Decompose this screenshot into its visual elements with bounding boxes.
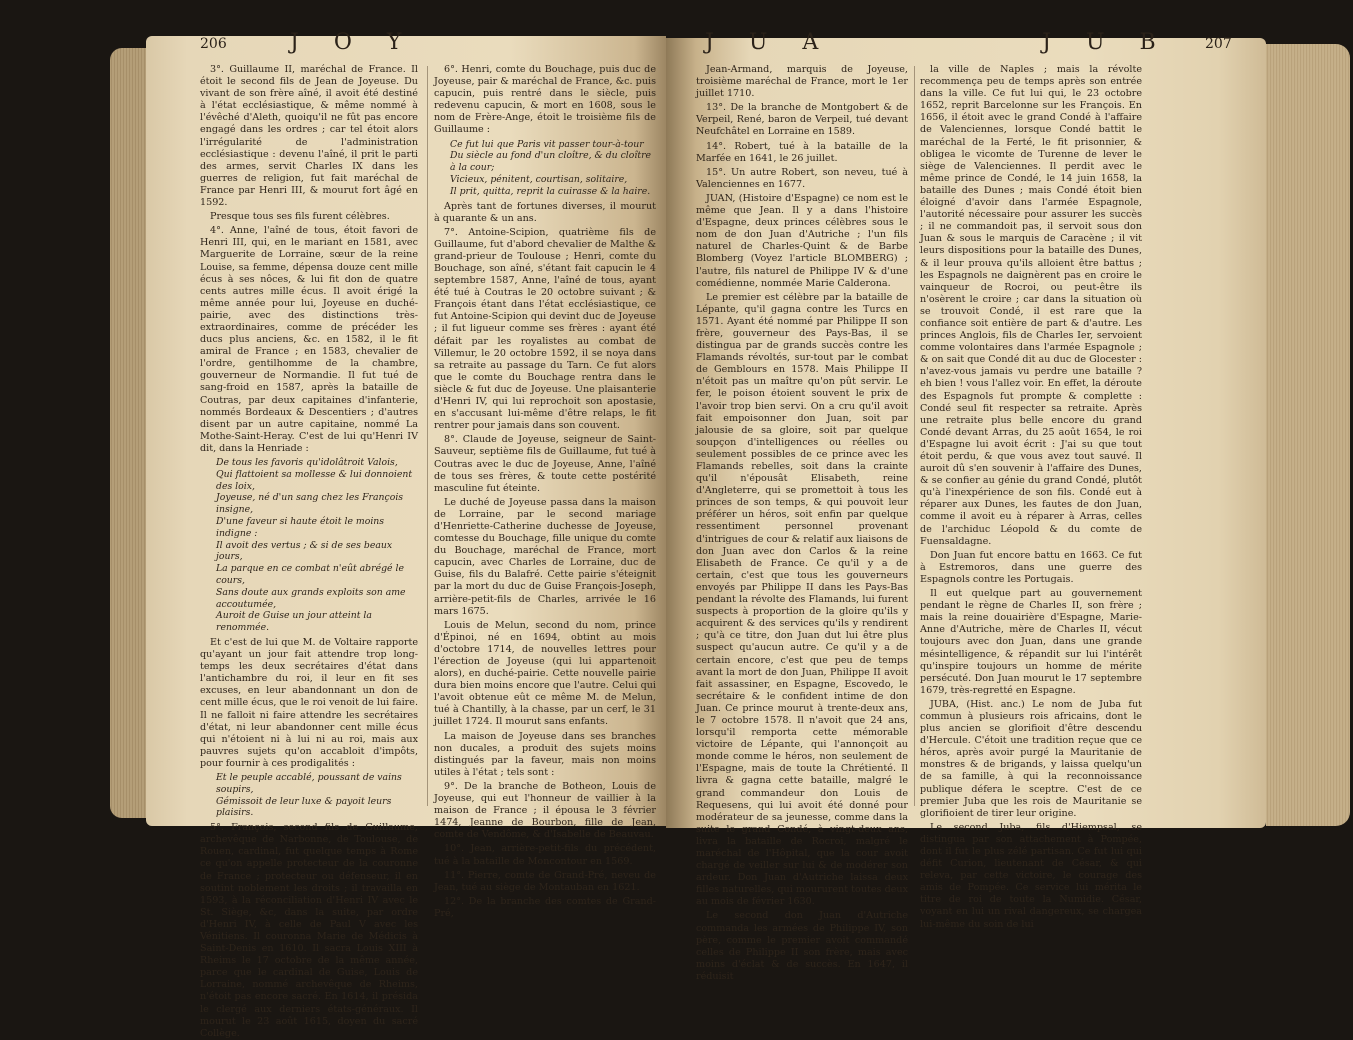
paragraph: 15°. Un autre Robert, son neveu, tué à Valenciennes en 1677. (696, 166, 908, 190)
verse-line: La parque en ce combat n'eût abrégé le cours, (216, 563, 404, 586)
verse-line: Ce fut lui que Paris vit passer tour-à-tour (450, 138, 644, 150)
verse-line: Et le peuple accablé, poussant de vains soupirs, (216, 771, 402, 795)
article-juba: JUBA, (Hist. anc.) Le nom de Juba fut commun à plusieurs rois africains, dont le plus ancien se glorifioit d'être descendu d'Hercule. C'étoit une tradition reçue que ce héros, après avoir purgé la Mauritanie de monstres & de brigands, y laissa quelqu'un de sa famille, à qui la reconnoissance publique défera le sceptre. C'est de ce premier Juba que les rois de Mauritanie se glorifioient de tirer leur origine. (920, 698, 1142, 819)
verse-line: Il avoit des vertus ; & si de ses beaux jours, (216, 539, 393, 563)
right-running-head: J U A J U B (705, 30, 1170, 55)
verse-line: Joyeuse, né d'un sang chez les François insigne, (216, 492, 404, 516)
paragraph: la ville de Naples ; mais la révolte recommença peu de temps après son entrée dans la ville. Ce fut lui qui, le 23 octobre 1652, reprit Barcelonne sur les François. En 1656, il étoit avec le grand Condé à l'affaire de Valenciennes, lorsque Condé battit le maréchal de la Ferté, le fit prisonnier, & obligea le vicomte de Turenne de lever le siège de Valenciennes. Il perdit avec le même prince de Condé, le 14 juin 1658, la bataille des Dunes ; mais Condé étoit bien éloigné d'avoir dans l'armée Espagnole, l'autorité nécessaire pour assurer les succès ; il ne commandoit pas, il servoit sous don Juan & sous le marquis de Caracène ; il vit leurs dispositions pour la bataille des Dunes, & il leur prouva qu'ils alloient être battus ; les Espagnols ne daignèrent pas en croire le vainqueur de Rocroi, ou peut-être ils n'osèrent le croire ; car dans la situation où se trouvoit Condé, il est rare que la confiance soit entière de part & d'autre. Les princes Anglois, fils de Charles Ier, servoient comme volontaires dans l'armée Espagnole ; & on sait que Condé dit au duc de Glocester : n'avez-vous jamais vu perdre une bataille ? eh bien ! vous l'allez voir. En effet, la déroute des Espagnols fut prompte & complette : Condé seul fit respecter sa retraite. Après une retraite plus belle encore du grand Condé devant Arras, du 25 août 1654, le roi d'Espagne lui avoit écrit : J'ai su que tout étoit perdu, & que vous avez tout sauvé. Il auroit dû s'en souvenir à l'affaire des Dunes, & se confier au génie du grand Condé, plutôt qu'à l'inexpérience de son fils. Condé eut à réparer aux Dunes, les fautes de don Juan, comme il avoit eu à réparer à Arras, celles de l'archiduc Léopold & du comte de Fuensaldagne. (920, 64, 1142, 547)
right-page-column-1 (696, 64, 908, 982)
verse-line: Du siècle au fond d'un cloître, & du cloître à la cour; (450, 150, 652, 174)
paragraph: La maison de Joyeuse dans ses branches non ducales, a produit des sujets moins distingués par la faveur, mais non moins utiles à l'état ; tels sont : (434, 730, 656, 778)
paragraph: Louis de Melun, second du nom, prince d'Épinoi, né en 1694, obtint au mois d'octobre 1714, de nouvelles lettres pour l'érection de Joyeuse (qui lui appartenoit alors), en duché-pairie. Cette nouvelle pairie dura bien moins encore que l'autre. Celui qui l'avoit obtenue eût ce même M. de Melun, tué à Chantilly, à la chasse, par un cerf, le 31 juillet 1724. Il mourut sans enfants. (434, 619, 656, 728)
paragraph: 10°. Jean, arrière-petit-fils du précédent, tué à la bataille de Moncontour en 1569. (434, 843, 656, 867)
paragraph: 14°. Robert, tué à la bataille de la Marfée en 1641, le 26 juillet. (696, 140, 908, 164)
paragraph: Presque tous ses fils furent célèbres. (210, 211, 390, 223)
left-page-column-1 (200, 64, 418, 1039)
left-running-head: J O Y (290, 30, 416, 55)
column-rule (427, 66, 428, 806)
left-page-column-2 (434, 64, 656, 919)
right-page-number: 207 (1205, 36, 1232, 52)
paragraph: Après tant de fortunes diverses, il mourut à quarante & un ans. (434, 200, 656, 224)
paragraph: Le duché de Joyeuse passa dans la maison de Lorraine, par le second mariage d'Henriette-Catherine duchesse de Joyeuse, comtesse du Bouchage, fille unique du comte du Bouchage, maréchal de France, mort capucin, avec Charles de Lorraine, duc de Guise, fils du Balafré. Cette pairie s'éteignit par la mort du duc de Guise François-Joseph, arrière-petit-fils de Charles, arrivée le 16 mars 1675. (434, 496, 656, 617)
verse-line: D'une faveur si haute étoit le moins indigne : (216, 515, 385, 539)
paragraph: Le second don Juan d'Autriche commanda les armées de Philippe IV, son père, comme le premier avoit commandé celles de Philippe II son frère, mais avec moins d'éclat & de succès. En 1647, il réduisit (696, 910, 908, 982)
paragraph: Le second Juba, fils d'Hiempsal, se distingua par son attachement à Pompée, dont il fut le plus zélé partisan. Ce fut lui qui défit Curion, lieutenant de César, & qui releva, par cette victoire, le courage des amis de Pompée. Ce service lui mérita le titre de roi de toute la Numidie. César, voyant en lui un rival dangereux, se chargea lui-même du soin de lui (920, 821, 1142, 930)
verse-line: Vicieux, pénitent, courtisan, solitaire, (450, 173, 628, 185)
paragraph: 5°. François, second fils de Guillaume, archevêque de Narbonne, de Toulouse, de Rouen, cardinal, fut quelque temps à Rome ce qu'on appelle protecteur de la couronne de France ; protecteur ou défenseur, il en soutint noblement les droits ; il travailla en 1593, à la réconciliation d'Henri IV avec le St. Siège, &c, dans la suite, par ordre d'Henri IV, à celle de Paul V avec les Vénitiens. Il couronna Marie de Médicis à Saint-Denis en 1610. Il sacra Louis XIII à Rheims le 17 octobre de la même année, parce que le cardinal de Guise, Louis de Lorraine, nommé archevêque de Rheims, n'étoit pas encore sacré. En 1614, il présida le clergé aux derniers états-généraux. Il mourut le 23 août 1615, doyen du sacré Collège. (200, 822, 418, 1039)
verse-line: Gémissoit de leur luxe & payoit leurs plaisirs. (216, 795, 392, 819)
left-page-number: 206 (200, 36, 227, 52)
column-rule (914, 66, 915, 806)
left-col1-paragraphs (200, 64, 418, 455)
verse-line: Qui flattoient sa mollesse & lui donnoient des loix, (216, 468, 413, 492)
paragraph: Il eut quelque part au gouvernement pendant le règne de Charles II, son frère ; mais la reine douairière d'Espagne, Marie-Anne d'Autriche, mère de Charles II, vécut toujours avec don Juan, dans une grande mésintelligence, & répandit sur lui l'intérêt qu'inspire toujours un homme de mérite persécuté. Don Juan mourut le 17 septembre 1679, très-regretté en Espagne. (920, 588, 1142, 696)
paragraph: 13°. De la branche de Montgobert & de Verpeil, René, baron de Verpeil, tué devant Neufchâtel en Lorraine en 1589. (696, 102, 908, 138)
paragraph: 7°. Antoine-Scipion, quatrième fils de Guillaume, fut d'abord chevalier de Malthe & grand-prieur de Toulouse ; Henri, comte du Bouchage, son aîné, s'étant fait capucin le 4 septembre 1587, Anne, l'aîné de tous, ayant été tué à Coutras le 20 octobre suivant ; & François étant dans l'état ecclésiastique, ce fut Antoine-Scipion qui devint duc de Joyeuse ; il fut ligueur comme ses frères : ayant été défait par les royalistes au combat de Villemur, le 20 octobre 1592, il se noya dans sa retraite au passage du Tarn. Ce fut alors que le comte du Bouchage rentra dans le siècle & fut duc de Joyeuse. Une plaisanterie d'Henri IV, qui lui reprochoit son apostasie, en s'accusant lui-même d'être relaps, le fit rentrer pour jamais dans son couvent. (434, 226, 656, 432)
verse-couplet (200, 772, 418, 819)
left-page-edges (110, 48, 146, 818)
article-juan: JUAN, (Histoire d'Espagne) ce nom est le même que Jean. Il y a dans l'histoire d'Espagne, deux princes célèbres sous le nom de don Juan d'Autriche ; l'un fils naturel de Charles-Quint & de Barbe Blomberg (Voyez l'article BLOMBERG) ; l'autre, fils naturel de Philippe IV & d'une comédienne, nommée Marie Calderona. (696, 192, 908, 289)
right-page-column-2 (920, 64, 1142, 930)
paragraph: 9°. De la branche de Botheon, Louis de Joyeuse, qui eut l'honneur de vaillier à la maison de France ; il épousa le 3 février 1474, Jeanne de Bourbon, fille de Jean, comte de Vendôme, & d'Isabelle de Beauvau. (434, 780, 656, 841)
paragraph: 3°. Guillaume II, maréchal de France. Il étoit le second fils de Jean de Joyeuse. Du vivant de son frère aîné, il avoit été destiné à l'état ecclésiastique, & même nommé à l'évêché d'Aleth, quoiqu'il ne fût pas encore engagé dans les ordres ; car tel étoit alors l'irrégularité de l'administration ecclésiastique : devenu l'aîné, il prit le parti des armes, servit Charles IX dans les guerres de religion, fut fait maréchal de France par Henri III, & mourut fort âgé en 1592. (200, 64, 418, 209)
paragraph: 4°. Anne, l'aîné de tous, étoit favori de Henri III, qui, en le mariant en 1581, avec Marguerite de Lorraine, sœur de la reine Louise, sa femme, dépensa douze cent mille écus à ses nôces, & lui fit don de quatre cents autres mille écus. Il avoit érigé la même année pour lui, Joyeuse en duché-pairie, avec des distinctions très-extraordinaires, comme de précéder les ducs plus anciens, &c. en 1582, il le fit amiral de France ; en 1583, chevalier de l'ordre, gentilhomme de la chambre, gouverneur de Normandie. Il fut tué de sang-froid en 1587, après la bataille de Coutras, par deux capitaines d'infanterie, nommés Bordeaux & Descentiers ; d'autres disent par un autre capitaine, nommé La Mothe-Saint-Heray. C'est de lui qu'Henri IV dit, dans la Henriade : (200, 225, 418, 454)
paragraph: Don Juan fut encore battu en 1663. Ce fut à Estremoros, dans une guerre des Espagnols contre les Portugais. (920, 549, 1142, 585)
paragraph: 6°. Henri, comte du Bouchage, puis duc de Joyeuse, pair & maréchal de France, &c. puis capucin, puis rentré dans le siècle, puis redevenu capucin, & mort en 1608, sous le nom de Frère-Ange, étoit le troisième fils de Guillaume : (434, 64, 656, 136)
verse-henriade (200, 457, 418, 634)
paragraph: 11°. Pierre, comte de Grand-Pré, neveu de Jean, tué au siège de Montauban en 1621. (434, 869, 656, 893)
verse-line: De tous les favoris qu'idolâtroit Valois, (216, 457, 398, 468)
paragraph: 8°. Claude de Joyeuse, seigneur de Saint-Sauveur, septième fils de Guillaume, fut tué à Coutras avec le duc de Joyeuse, Anne, l'aîné de tous ses frères, & toute cette postérité masculine fut éteinte. (434, 434, 656, 494)
paragraph: Le premier est célèbre par la bataille de Lépante, qu'il gagna contre les Turcs en 1571. Ayant été nommé par Philippe II son frère, gouverneur des Pays-Bas, il se distingua par de grands succès contre les Flamands révoltés, sur-tout par le combat de Gemblours en 1578. Mais Philippe II n'étoit pas un maître qu'on pût servir. Le fer, le poison étoient souvent le prix de l'avoir trop bien servi. On a cru qu'il avoit fait empoisonner don Juan, soit par jalousie de sa gloire, soit par quelque soupçon d'intelligences ou réelles ou seulement possibles de ce prince avec les Flamands rebelles, soit dans la crainte qu'il n'épousât Elisabeth, reine d'Angleterre, qui se promettoit à tous les princes de son temps, & qui pouvoit leur préférer un héros, soit enfin par quelque ressentiment personnel provenant d'intrigues de cour & relatif aux liaisons de don Juan avec don Carlos & la reine Elisabeth de France. Ce qu'il y a de certain, c'est que tous les gouverneurs envoyés par Philippe II dans les Pays-Bas pendant la révolte des Flamands, lui furent suspects à proportion de la gloire qu'ils y acquirent & des services qu'ils y rendirent ; qu'à ce titre, don Juan dut lui être plus suspect qu'aucun autre. Ce qu'il y a de certain encore, c'est que peu de temps avant la mort de don Juan, Philippe II avoit fait assassiner, en Espagne, Escovedo, le secrétaire & le confident intime de don Juan. Ce prince mourut à trente-deux ans, le 7 octobre 1578. Il n'avoit que 24 ans, lorsqu'il remporta cette mémorable victoire de Lépante, qui l'annonçoit au monde comme le héros, non seulement de l'Espagne, mais de toute la Chrétienté. Il livra & gagna cette bataille, malgré le grand commandeur don Louis de Requesens, qui lui avoit été donné pour modérateur de sa jeunesse, comme dans la suite le grand Condé, à vingt-deux ans, livra la bataille de Rocroi, malgré le maréchal de l'Hôpital, que la cour avoit chargé de veiller sur lui & de modérer son ardeur. Don Juan d'Autriche laissa deux filles naturelles, qui moururent toutes deux au mois de février 1630. (696, 291, 908, 908)
verse-line: Auroit de Guise un jour atteint la renommée. (216, 610, 372, 634)
verse-bouchage (434, 139, 656, 198)
paragraph: 12°. De la branche des comtes de Grand-Pré, (434, 895, 656, 919)
verse-line: Sans doute aux grands exploits son ame accoutumée, (216, 586, 406, 610)
paragraph: Jean-Armand, marquis de Joyeuse, troisième maréchal de France, mort le 1er juillet 1710. (696, 64, 908, 100)
verse-line: Il prit, quitta, reprit la cuirasse & la haire. (450, 185, 651, 197)
paragraph: Et c'est de lui que M. de Voltaire rapporte qu'ayant un jour fait attendre trop long-temps les deux secrétaires d'état dans l'antichambre du roi, il leur en fit ses excuses, en leur abandonnant un don de cent mille écus, que le roi venoit de lui faire. Il ne falloit ni faire attendre les secrétaires d'état, ni leur abandonner cent mille écus qui n'étoient ni à lui ni au roi, mais aux pauvres sujets qu'on accabloit d'impôts, pour fournir à ces prodigalités : (200, 636, 418, 769)
right-page-edges (1266, 44, 1350, 826)
